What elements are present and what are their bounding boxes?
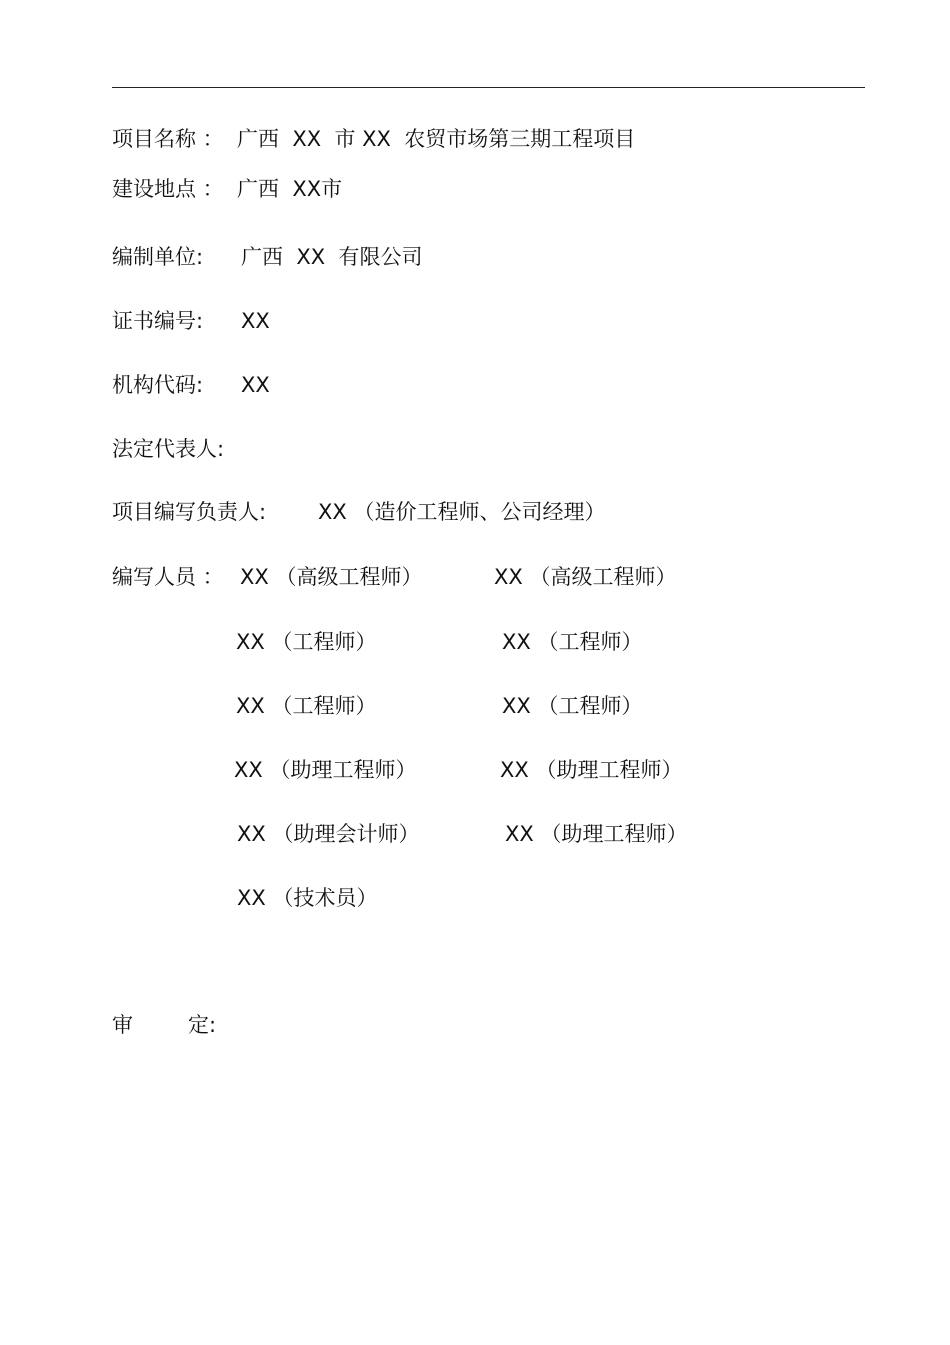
approval-label-part1: 审 [112, 1013, 133, 1037]
compiler-entry: XX （工程师） [236, 630, 377, 654]
compiling-unit-value: 广西 XX 有限公司 [241, 245, 423, 269]
institution-code-value: XX [241, 373, 270, 397]
construction-site-value: 广西 XX市 [237, 177, 343, 201]
top-rule [112, 87, 865, 88]
compiler-entry: XX （高级工程师） [240, 565, 423, 589]
compiler-entry: XX （工程师） [236, 694, 377, 718]
certificate-number-value: XX [241, 309, 270, 333]
compiling-unit-label: 编制单位: [112, 245, 204, 269]
construction-site-label: 建设地点 ： [112, 177, 224, 201]
compilers-label: 编写人员 ： [112, 565, 224, 589]
project-lead-value: XX （造价工程师、公司经理） [318, 500, 606, 524]
approval-label-part2: 定: [188, 1013, 217, 1037]
institution-code-label: 机构代码: [112, 373, 204, 397]
legal-representative-label: 法定代表人: [112, 437, 225, 461]
compiler-entry: XX （高级工程师） [494, 565, 677, 589]
project-name-label: 项目名称 ： [112, 127, 224, 151]
compiler-entry: XX （助理工程师） [234, 758, 417, 782]
compiler-entry: XX （工程师） [502, 630, 643, 654]
compiler-entry: XX （助理工程师） [505, 822, 688, 846]
project-lead-label: 项目编写负责人: [112, 500, 267, 524]
compiler-entry: XX （助理会计师） [237, 822, 420, 846]
compiler-entry: XX （工程师） [502, 694, 643, 718]
compiler-entry: XX （助理工程师） [500, 758, 683, 782]
project-name-value: 广西 XX 市 XX 农贸市场第三期工程项目 [237, 127, 636, 151]
compiler-entry: XX （技术员） [237, 886, 378, 910]
certificate-number-label: 证书编号: [112, 309, 204, 333]
